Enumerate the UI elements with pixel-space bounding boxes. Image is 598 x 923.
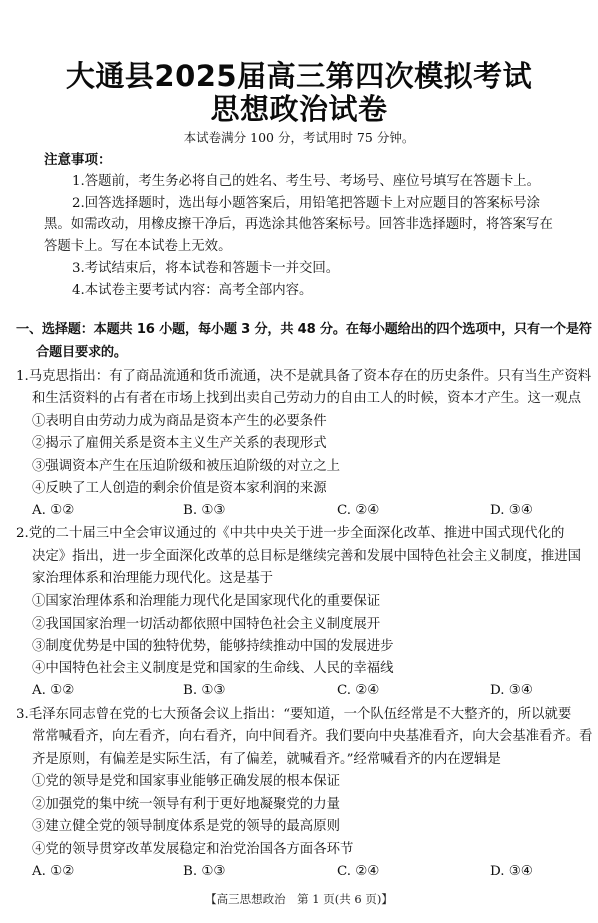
question-1-option-b: B. ①③	[183, 503, 226, 518]
question-2-item: ③制度优势是中国的独特优势，能够持续推动中国的发展进步	[32, 639, 394, 654]
question-2-stem: 家治理体系和治理能力现代化。这是基于	[32, 571, 274, 586]
question-1-option-d: D. ③④	[490, 503, 533, 518]
notice-line: 1.答题前，考生务必将自己的姓名、考生号、考场号、座位号填写在答题卡上。	[72, 174, 541, 189]
subject-title: 思想政治试卷	[210, 92, 388, 126]
section-heading: 一、选择题：本题共 16 小题，每小题 3 分，共 48 分。在每小题给出的四个选项中，只有一个是符	[16, 322, 592, 337]
page-footer: 【高三思想政治 第 1 页(共 6 页)】	[205, 892, 393, 906]
question-2-option-b: B. ①③	[183, 683, 226, 698]
question-1-item: ②揭示了雇佣关系是资本主义生产关系的表现形式	[32, 436, 327, 451]
question-3-option-b: B. ①③	[183, 864, 226, 879]
section-heading-cont: 合题目要求的。	[36, 345, 127, 360]
question-1-item: ①表明自由劳动力成为商品是资本产生的必要条件	[32, 414, 327, 429]
question-3-option-d: D. ③④	[490, 864, 533, 879]
question-3-stem: 常常喊看齐，向左看齐，向右看齐，向中间看齐。我们要向中央基准看齐，向大会基准看齐。看	[32, 729, 593, 744]
question-2-item: ②我国国家治理一切活动都依照中国特色社会主义制度展开	[32, 617, 381, 632]
notice-line: 2.回答选择题时，选出每小题答案后，用铅笔把答题卡上对应题目的答案标号涂	[72, 196, 541, 211]
question-2-stem: 2.党的二十届三中全会审议通过的《中共中央关于进一步全面深化改革、推进中国式现代化的	[16, 526, 565, 541]
question-3-item: ④党的领导贯穿改革发展稳定和治党治国各方面各环节	[32, 842, 354, 857]
question-1-stem: 1.马克思指出：有了商品流通和货币流通，决不是就具备了资本存在的历史条件。只有当生产资料	[16, 369, 592, 384]
question-2-item: ①国家治理体系和治理能力现代化是国家现代化的重要保证	[32, 594, 381, 609]
question-1-option-a: A. ①②	[32, 503, 75, 518]
question-3-stem: 齐是原则，有偏差是实际生活，有了偏差，就喊看齐。”经常喊看齐的内在逻辑是	[32, 752, 501, 767]
question-2-stem: 决定》指出，进一步全面深化改革的总目标是继续完善和发展中国特色社会主义制度，推进国	[32, 549, 582, 564]
question-2-option-a: A. ①②	[32, 683, 75, 698]
question-1-item: ③强调资本产生在压迫阶级和被压迫阶级的对立之上	[32, 459, 340, 474]
notice-line: 4.本试卷主要考试内容：高考全部内容。	[72, 283, 313, 298]
question-3-option-a: A. ①②	[32, 864, 75, 879]
question-1-stem: 和生活资料的占有者在市场上找到出卖自己劳动力的自由工人的时候，资本才产生。这一观点	[32, 391, 582, 406]
question-3-item: ②加强党的集中统一领导有利于更好地凝聚党的力量	[32, 797, 340, 812]
question-3-stem: 3.毛泽东同志曾在党的七大预备会议上指出：“要知道，一个队伍经常是不大整齐的，所以就要	[16, 707, 572, 722]
question-2-option-c: C. ②④	[337, 683, 380, 698]
notice-line: 黑。如需改动，用橡皮擦干净后，再选涂其他答案标号。回答非选择题时，将答案写在	[44, 217, 553, 232]
question-3-option-c: C. ②④	[337, 864, 380, 879]
exam-title: 大通县2025届高三第四次模拟考试	[65, 59, 533, 93]
notice-line: 答题卡上。写在本试卷上无效。	[44, 239, 232, 254]
question-2-option-d: D. ③④	[490, 683, 533, 698]
notice-line: 3.考试结束后，将本试卷和答题卡一并交回。	[72, 261, 340, 276]
question-1-option-c: C. ②④	[337, 503, 380, 518]
question-3-item: ③建立健全党的领导制度体系是党的领导的最高原则	[32, 819, 340, 834]
notice-heading: 注意事项：	[44, 152, 112, 168]
exam-info: 本试卷满分 100 分，考试用时 75 分钟。	[183, 130, 415, 145]
question-1-item: ④反映了工人创造的剩余价值是资本家利润的来源	[32, 481, 327, 496]
question-3-item: ①党的领导是党和国家事业能够正确发展的根本保证	[32, 774, 340, 789]
question-2-item: ④中国特色社会主义制度是党和国家的生命线、人民的幸福线	[32, 661, 394, 676]
